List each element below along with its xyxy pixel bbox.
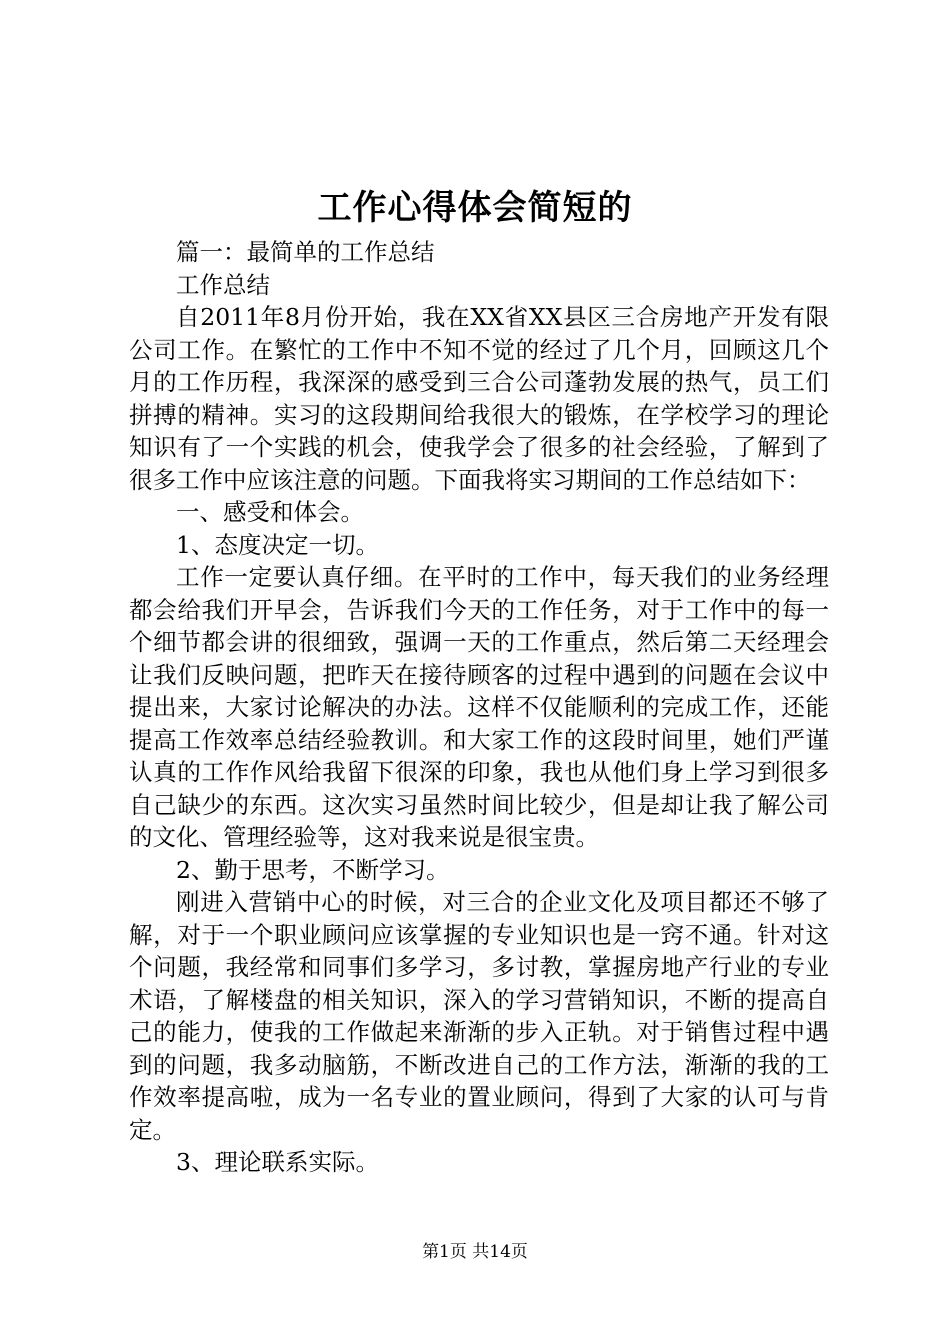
subheading: 工作总结 xyxy=(176,270,270,299)
subheading: 3、理论联系实际。 xyxy=(176,1148,379,1176)
subheading: 1、态度决定一切。 xyxy=(176,530,379,559)
paragraph: 刚进入营销中心的时候，对三合的企业文化及项目都还不够了解，对于一个职业顾问应该掌握的专业知识也是一窍不通。针对这个问题，我经常和同事们多学习，多讨教，掌握房地产行业的专业术语，了解楼盘的相关知识，深入的学习营销知识，不断的提高自己的能力，使我的工作做起来渐渐的步入正轨。对于销售过程中遇到的问题，我多动脑筋，不断改进自己的工作方法，渐渐的我的工作效率提高啦，成为一名专业的置业顾问，得到了大家的认可与肯定。 xyxy=(129,888,829,1144)
paragraph: 工作一定要认真仔细。在平时的工作中，每天我们的业务经理都会给我们开早会，告诉我们今天的工作任务，对于工作中的每一个细节都会讲的很细致，强调一天的工作重点，然后第二天经理会让我们反映问题，把昨天在接待顾客的过程中遇到的问题在会议中提出来，大家讨论解决的办法。这样不仅能顺利的完成工作，还能提高工作效率总结经验教训。和大家工作的这段时间里，她们严谨认真的工作作风给我留下很深的印象，我也从他们身上学习到很多自己缺少的东西。这次实习虽然时间比较少，但是却让我了解公司的文化、管理经验等，这对我来说是很宝贵。 xyxy=(129,563,829,851)
subheading: 一、感受和体会。 xyxy=(176,498,364,526)
section-heading: 篇一：最简单的工作总结 xyxy=(176,238,435,266)
document-body xyxy=(129,236,829,1179)
subheading: 2、勤于思考，不断学习。 xyxy=(176,855,450,884)
paragraph: 自2011年8月份开始，我在XX省XX县区三合房地产开发有限公司工作。在繁忙的工作中不知不觉的经过了几个月，回顾这几个月的工作历程，我深深的感受到三合公司蓬勃发展的热气，员工们拼搏的精神。实习的这段期间给我很大的锻炼，在学校学习的理论知识有了一个实践的机会，使我学会了很多的社会经验，了解到了很多工作中应该注意的问题。下面我将实习期间的工作总结如下： xyxy=(129,303,829,494)
page-footer: 第1页 共14页 xyxy=(422,1242,528,1262)
document-title: 工作心得体会简短的 xyxy=(317,188,633,228)
